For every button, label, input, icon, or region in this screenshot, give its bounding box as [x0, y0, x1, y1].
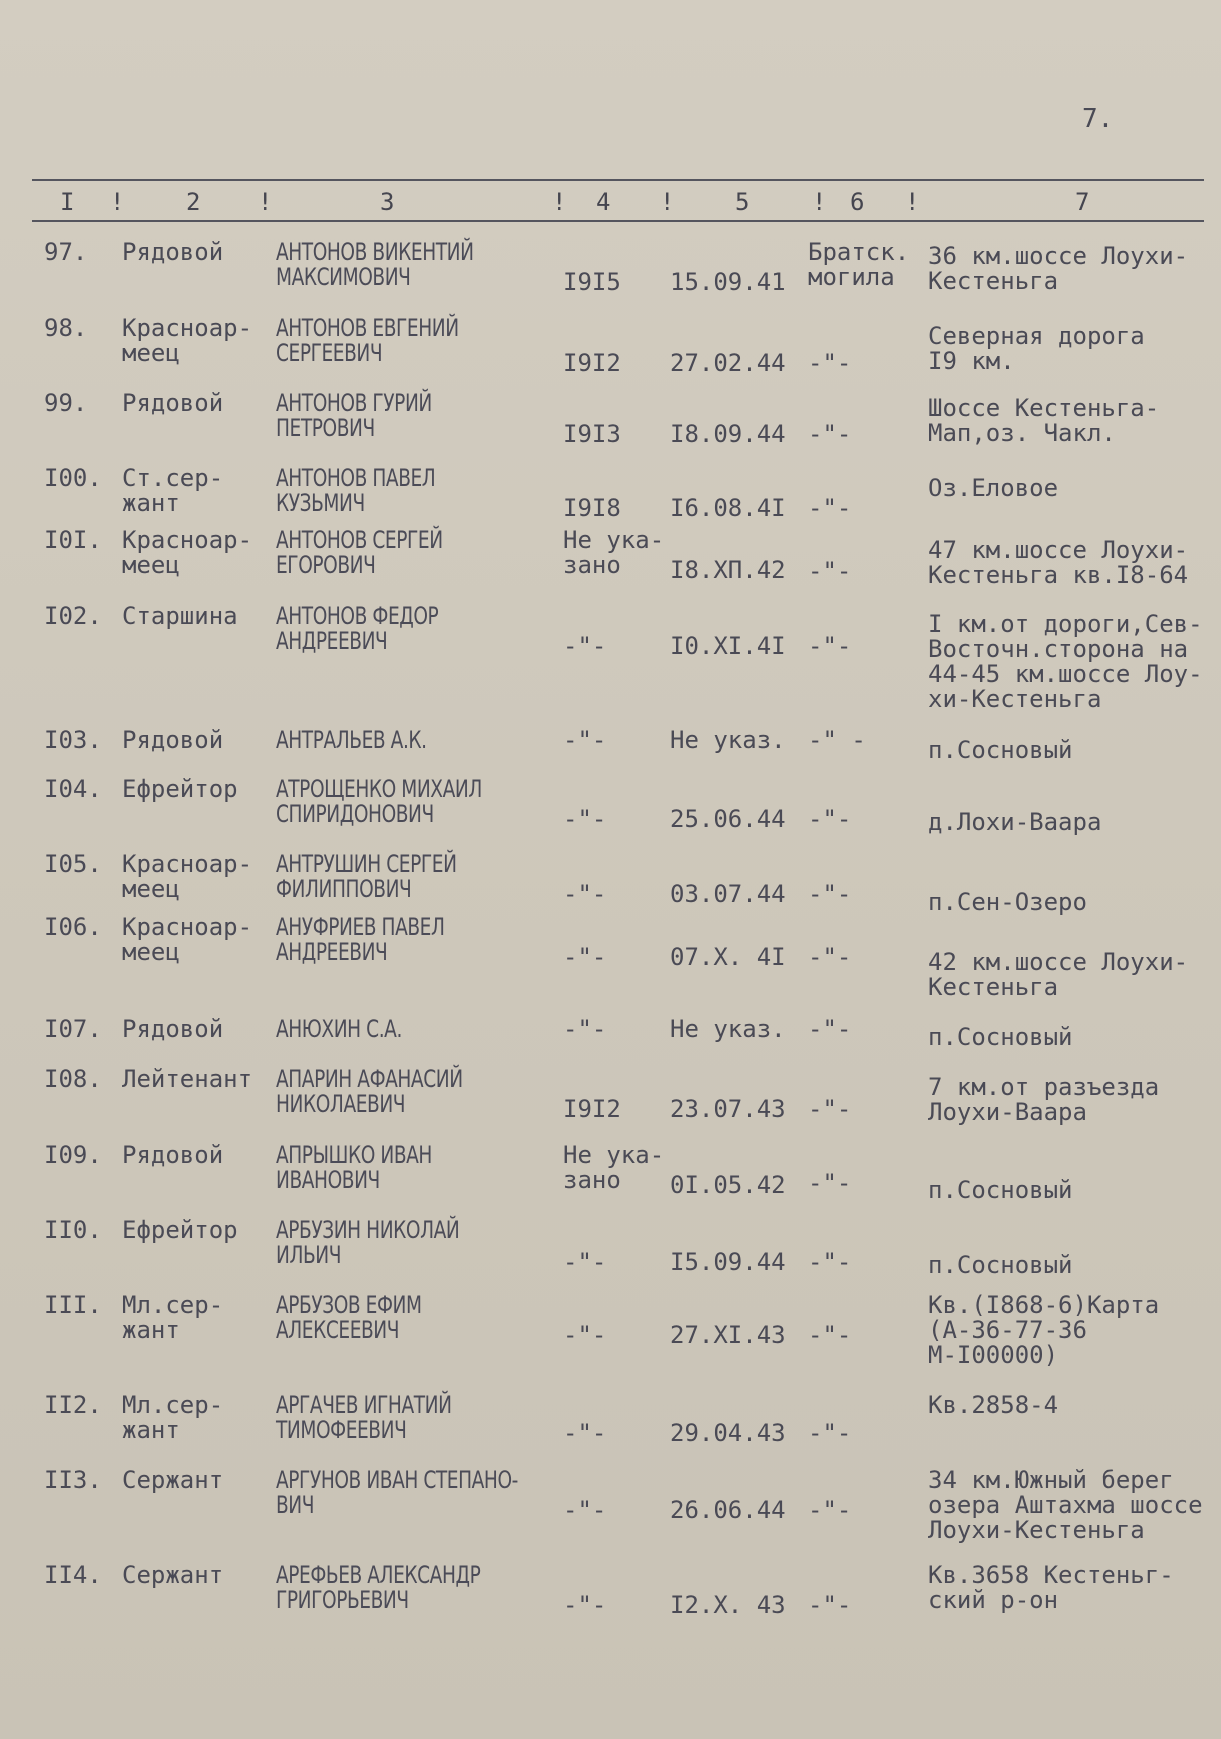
row-number: 98.	[44, 314, 88, 342]
death-date: I8.ХП.42	[670, 556, 786, 584]
rank: Рядовой	[122, 389, 224, 417]
burial-place: п.Сосновый	[928, 736, 1073, 764]
full-name: АТРОЩЕНКО МИХАИЛ СПИРИДОНОВИЧ	[276, 775, 482, 828]
header-cell: 3	[380, 188, 395, 216]
header-bottom-rule	[32, 220, 1204, 222]
header-cell: 7	[1075, 188, 1090, 216]
burial-type: -"-	[808, 880, 852, 908]
rank: Рядовой	[122, 1015, 224, 1043]
header-cell: 4	[596, 188, 611, 216]
burial-place: 7 км.от разъезда Лоухи-Ваара	[928, 1073, 1160, 1126]
burial-type: -"-	[808, 420, 852, 448]
death-date: 0I.05.42	[670, 1171, 786, 1199]
header-cell: !	[660, 188, 675, 216]
full-name: АПРЫШКО ИВАН ИВАНОВИЧ	[276, 1141, 432, 1194]
burial-place: п.Сосновый	[928, 1251, 1073, 1279]
burial-place: Шоссе Кестеньга- Мап,оз. Чакл.	[928, 394, 1160, 447]
death-date: I8.09.44	[670, 420, 786, 448]
header-cell: !	[110, 188, 125, 216]
rank: Рядовой	[122, 238, 224, 266]
rank: Красноар- меец	[122, 314, 253, 367]
header-cell: 2	[186, 188, 201, 216]
full-name: АРБУЗИН НИКОЛАЙ ИЛЬИЧ	[276, 1216, 460, 1269]
rank: Красноар- меец	[122, 850, 253, 903]
death-date: I6.08.4I	[670, 494, 786, 522]
row-number: II4.	[44, 1561, 102, 1589]
death-date: Не указ.	[670, 726, 786, 754]
rank: Красноар- меец	[122, 526, 253, 579]
burial-type: -"-	[808, 494, 852, 522]
birth-year: -"-	[563, 805, 607, 833]
column-header	[0, 188, 1221, 216]
rank: Ефрейтор	[122, 1216, 238, 1244]
death-date: 07.Х. 4I	[670, 943, 786, 971]
header-cell: !	[552, 188, 567, 216]
full-name: АНТОНОВ ФЕДОР АНДРЕЕВИЧ	[276, 602, 439, 655]
death-date: 03.07.44	[670, 880, 786, 908]
death-date: 15.09.41	[670, 268, 786, 296]
header-cell: !	[258, 188, 273, 216]
row-number: I0I.	[44, 526, 102, 554]
row-number: I02.	[44, 602, 102, 630]
burial-type: -"-	[808, 632, 852, 660]
row-number: I06.	[44, 913, 102, 941]
full-name: АНТРАЛЬЕВ А.К.	[276, 726, 427, 754]
full-name: АРБУЗОВ ЕФИМ АЛЕКСЕЕВИЧ	[276, 1291, 422, 1344]
full-name: АРЕФЬЕВ АЛЕКСАНДР ГРИГОРЬЕВИЧ	[276, 1561, 481, 1614]
rank: Мл.сер- жант	[122, 1391, 224, 1444]
rank: Ст.сер- жант	[122, 464, 224, 517]
burial-type: -"-	[808, 1591, 852, 1619]
header-cell: I	[60, 188, 75, 216]
burial-type: -"-	[808, 1095, 852, 1123]
burial-place: Оз.Еловое	[928, 474, 1059, 502]
burial-place: Кв.2858-4	[928, 1391, 1059, 1419]
header-cell: !	[812, 188, 827, 216]
row-number: 99.	[44, 389, 88, 417]
full-name: АНТОНОВ ЕВГЕНИЙ СЕРГЕЕВИЧ	[276, 314, 459, 367]
death-date: I2.Х. 43	[670, 1591, 786, 1619]
burial-place: п.Сосновый	[928, 1023, 1073, 1051]
full-name: АНТОНОВ ПАВЕЛ КУЗЬМИЧ	[276, 464, 436, 517]
row-number: I05.	[44, 850, 102, 878]
death-date: 25.06.44	[670, 805, 786, 833]
death-date: Не указ.	[670, 1015, 786, 1043]
death-date: I5.09.44	[670, 1248, 786, 1276]
birth-year: -"-	[563, 1015, 607, 1043]
burial-type: -"-	[808, 1248, 852, 1276]
birth-year: -"-	[563, 1419, 607, 1447]
row-number: III.	[44, 1291, 102, 1319]
header-top-rule	[32, 179, 1204, 181]
full-name: АРГАЧЕВ ИГНАТИЙ ТИМОФЕЕВИЧ	[276, 1391, 452, 1444]
birth-year: I9I2	[563, 1095, 621, 1123]
full-name: АНТРУШИН СЕРГЕЙ ФИЛИППОВИЧ	[276, 850, 457, 903]
row-number: 97.	[44, 238, 88, 266]
burial-place: Кв.3658 Кестеньг- ский р-он	[928, 1561, 1174, 1614]
rank: Рядовой	[122, 1141, 224, 1169]
birth-year: -"-	[563, 632, 607, 660]
header-cell: 5	[735, 188, 750, 216]
rank: Сержант	[122, 1561, 224, 1589]
full-name: АНТОНОВ ВИКЕНТИЙ МАКСИМОВИЧ	[276, 238, 474, 291]
burial-type: -"-	[808, 1496, 852, 1524]
burial-place: I км.от дороги,Сев- Восточн.сторона на 44-45 км.шоссе Лоу- хи-Кестеньга	[928, 610, 1203, 713]
birth-year: Не ука- зано	[563, 526, 665, 579]
burial-type: -"-	[808, 349, 852, 377]
row-number: II3.	[44, 1466, 102, 1494]
rank: Лейтенант	[122, 1065, 253, 1093]
burial-type: -"-	[808, 943, 852, 971]
burial-place: д.Лохи-Ваара	[928, 808, 1102, 836]
full-name: АНТОНОВ ГУРИЙ ПЕТРОВИЧ	[276, 389, 432, 442]
birth-year: I9I3	[563, 420, 621, 448]
burial-type: -"-	[808, 1321, 852, 1349]
birth-year: I9I5	[563, 268, 621, 296]
birth-year: I9I8	[563, 494, 621, 522]
burial-type: -"-	[808, 557, 852, 585]
birth-year: -"-	[563, 1248, 607, 1276]
rank: Красноар- меец	[122, 913, 253, 966]
row-number: I09.	[44, 1141, 102, 1169]
burial-place: п.Сосновый	[928, 1176, 1073, 1204]
full-name: АРГУНОВ ИВАН СТЕПАНО- ВИЧ	[276, 1466, 518, 1519]
birth-year: Не ука- зано	[563, 1141, 665, 1194]
burial-place: 47 км.шоссе Лоухи- Кестеньга кв.I8-64	[928, 536, 1189, 589]
rank: Старшина	[122, 602, 238, 630]
rank: Рядовой	[122, 726, 224, 754]
row-number: I00.	[44, 464, 102, 492]
row-number: II2.	[44, 1391, 102, 1419]
row-number: I08.	[44, 1065, 102, 1093]
rank: Сержант	[122, 1466, 224, 1494]
full-name: АНУФРИЕВ ПАВЕЛ АНДРЕЕВИЧ	[276, 913, 445, 966]
death-date: 27.XI.43	[670, 1321, 786, 1349]
death-date: 27.02.44	[670, 349, 786, 377]
birth-year: -"-	[563, 726, 607, 754]
birth-year: -"-	[563, 943, 607, 971]
birth-year: -"-	[563, 1496, 607, 1524]
burial-place: 34 км.Южный берег озера Аштахма шоссе Лоухи-Кестеньга	[928, 1466, 1203, 1544]
birth-year: -"-	[563, 880, 607, 908]
header-cell: !	[905, 188, 920, 216]
header-cell: 6	[850, 188, 865, 216]
row-number: II0.	[44, 1216, 102, 1244]
page-number: 7.	[1082, 104, 1114, 134]
burial-place: 42 км.шоссе Лоухи- Кестеньга	[928, 948, 1189, 1001]
row-number: I07.	[44, 1015, 102, 1043]
burial-type: Братск. могила	[808, 238, 910, 291]
death-date: 23.07.43	[670, 1095, 786, 1123]
burial-type: -"-	[808, 1169, 852, 1197]
birth-year: -"-	[563, 1591, 607, 1619]
row-number: I03.	[44, 726, 102, 754]
burial-place: 36 км.шоссе Лоухи- Кестеньга	[928, 242, 1189, 295]
full-name: АНТОНОВ СЕРГЕЙ ЕГОРОВИЧ	[276, 526, 443, 579]
burial-place: Кв.(I868-6)Карта (А-36-77-36 М-I00000)	[928, 1291, 1160, 1369]
death-date: 26.06.44	[670, 1496, 786, 1524]
burial-type: -" -	[808, 726, 866, 754]
burial-place: Северная дорога I9 км.	[928, 322, 1145, 375]
death-date: 29.04.43	[670, 1419, 786, 1447]
death-date: I0.XI.4I	[670, 632, 786, 660]
burial-type: -"-	[808, 805, 852, 833]
row-number: I04.	[44, 775, 102, 803]
burial-type: -"-	[808, 1419, 852, 1447]
birth-year: I9I2	[563, 349, 621, 377]
full-name: АНЮХИН С.А.	[276, 1015, 402, 1043]
burial-type: -"-	[808, 1015, 852, 1043]
rank: Ефрейтор	[122, 775, 238, 803]
birth-year: -"-	[563, 1321, 607, 1349]
rank: Мл.сер- жант	[122, 1291, 224, 1344]
full-name: АПАРИН АФАНАСИЙ НИКОЛАЕВИЧ	[276, 1065, 463, 1118]
burial-place: п.Сен-Озеро	[928, 888, 1087, 916]
